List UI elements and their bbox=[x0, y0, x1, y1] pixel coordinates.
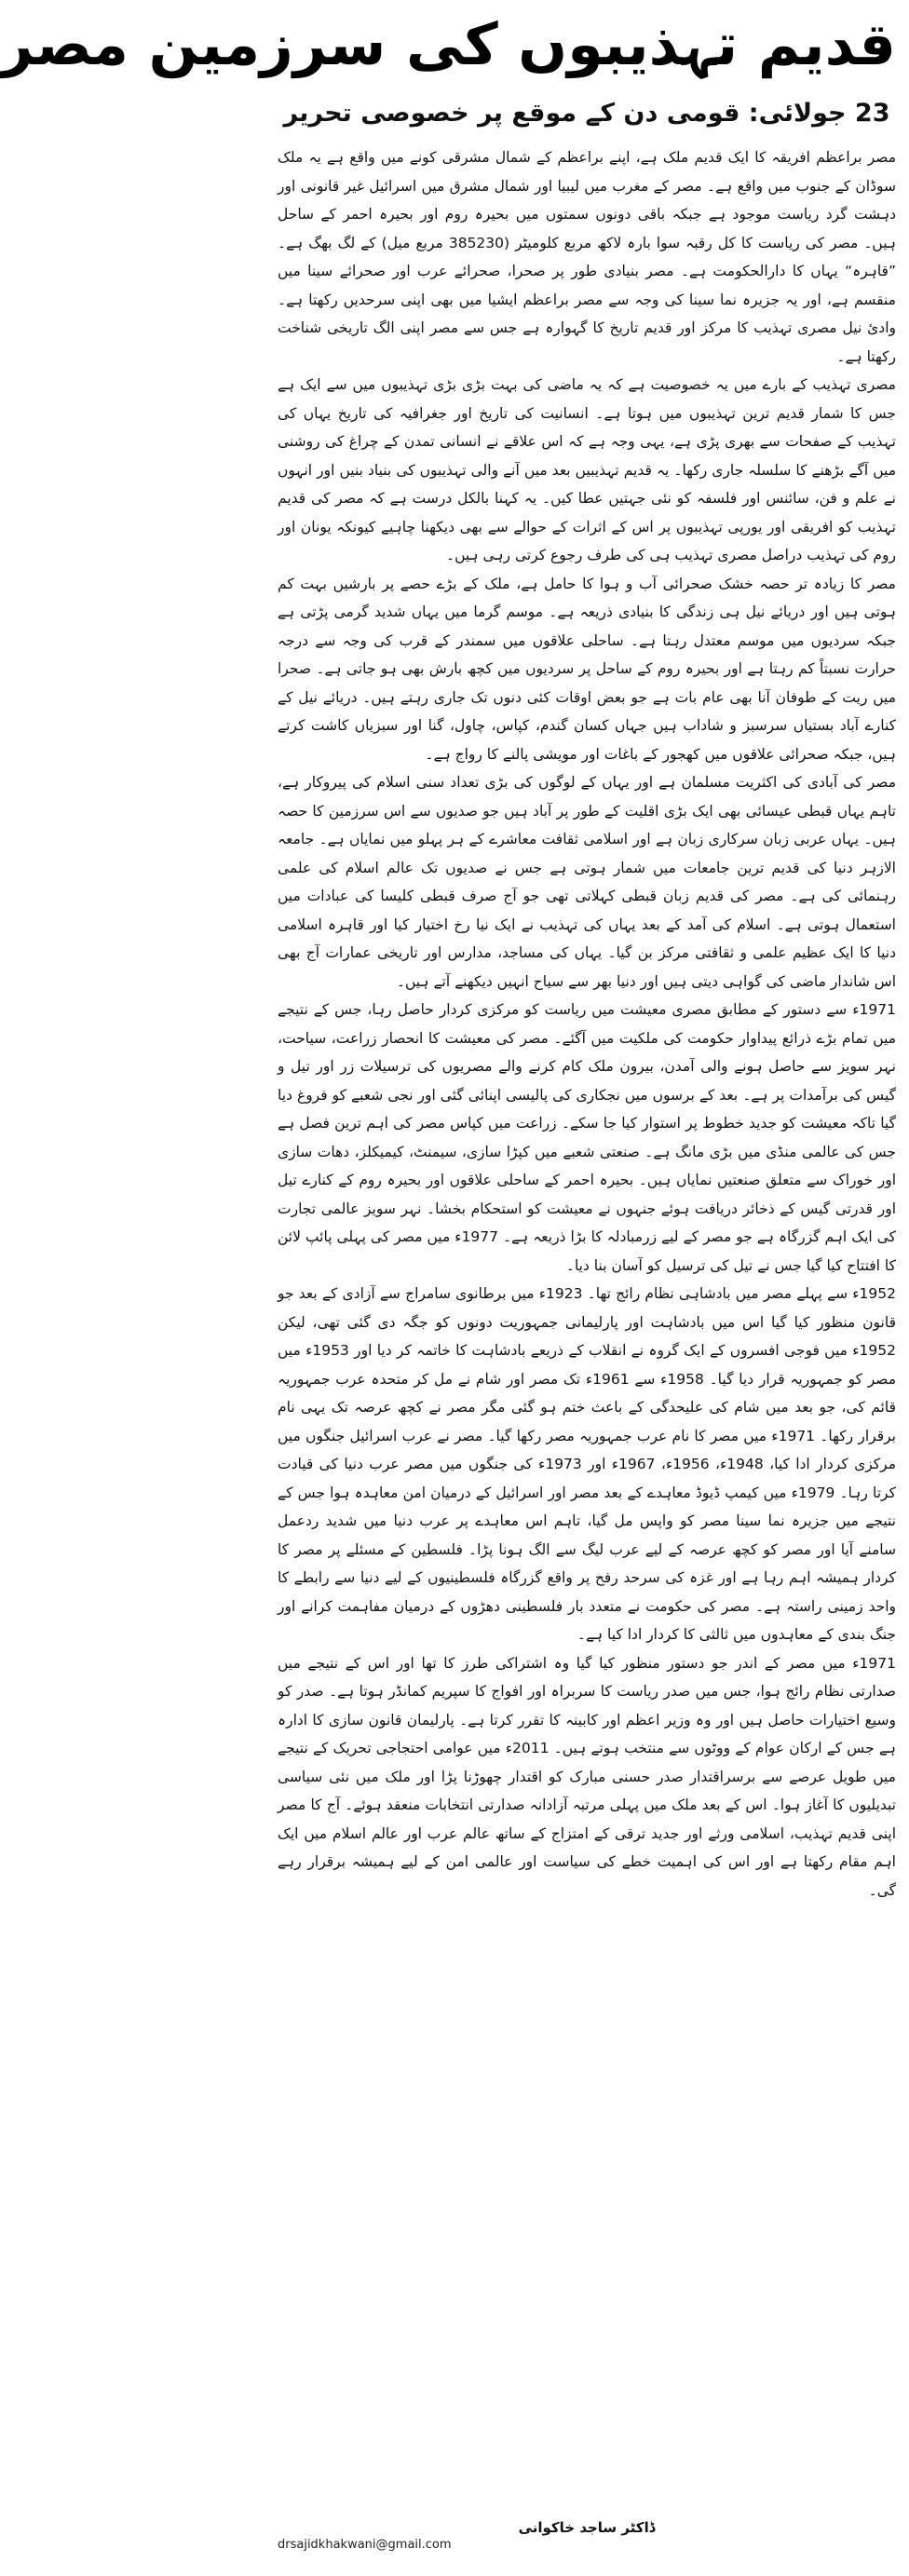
article-paragraph: 1971ء سے دستور کے مطابق مصری معیشت میں ریاست کو مرکزی کردار حاصل رہا، جس کے نتیجے میں تمام بڑے ذرائع پیداوار حکومت کی ملکیت میں آگئے۔ مصر کی معیشت کا انحصار زراعت، سیاحت، نہر سویز سے حاصل ہونے والی آمدن، بیرون ملک کام کرنے والے مصریوں کی ترسیلات زر اور تیل و گیس کی برآمدات پر ہے۔ بعد کے برسوں میں نجکاری کی پالیسی اپنائی گئی اور نجی شعبے کو فروغ دیا گیا تاکہ معیشت کو جدید خطوط پر استوار کیا جا سکے۔ زراعت میں کپاس مصر کی اہم ترین فصل ہے جس کی عالمی منڈی میں بڑی مانگ ہے۔ صنعتی شعبے میں کپڑا سازی، سیمنٹ، کیمیکلز، دھات سازی اور خوراک سے متعلق صنعتیں نمایاں ہیں۔ بحیرہ احمر کے ساحلی علاقوں اور بحیرہ روم کے کنارے تیل اور قدرتی گیس کے ذخائر دریافت ہوئے جنہوں نے معیشت کو استحکام بخشا۔ نہر سویز عالمی تجارت کی ایک اہم گزرگاہ ہے جو مصر کے لیے زرمبادلہ کا بڑا ذریعہ ہے۔ 1977ء میں مصر کی پہلی پائپ لائن کا افتتاح کیا گیا جس نے تیل کی ترسیل کو آسان بنا دیا۔ bbox=[278, 1001, 896, 1274]
article-paragraph: مصری تہذیب کے بارے میں یہ خصوصیت ہے کہ یہ ماضی کی بہت بڑی بڑی تہذیبوں میں سے ایک ہے جس کا شمار قدیم ترین تہذیبوں میں ہوتا ہے۔ انسانیت کی تاریخ اور جغرافیہ کی تاریخ یہاں کی تہذیب کے صفحات سے بھری پڑی ہے، یہی وجہ ہے کہ اس علاقے نے انسانی تمدن کے چراغ کی روشنی میں آگے بڑھنے کا سلسلہ جاری رکھا۔ یہ قدیم تہذیبیں بعد میں آنے والی تہذیبوں کی بنیاد بنیں اور انہوں نے علم و فن، سائنس اور فلسفہ کو نئی جہتیں عطا کیں۔ یہ کہنا بالکل درست ہے کہ مصر کی قدیم تہذیب کو افریقی اور یورپی تہذیبوں پر اس کے اثرات کے حوالے سے بھی دیکھنا چاہیے کیونکہ یونان اور روم کی تہذیب دراصل مصری تہذیب ہی کی طرف رجوع کرتی رہی ہیں۔ bbox=[278, 376, 896, 563]
article-headline: قدیم تہذیبوں کی سرزمین مصر bbox=[0, 10, 896, 78]
article-subheadline: 23 جولائی: قومی دن کے موقع پر خصوصی تحریر bbox=[283, 99, 890, 128]
article-paragraph: مصر براعظم افریقہ کا ایک قدیم ملک ہے، اپنے براعظم کے شمال مشرقی کونے میں واقع ہے یہ ملک سوڈان کے جنوب میں واقع ہے۔ مصر کے مغرب میں لیبیا اور شمال مشرق میں اسرائیل غیر قانونی اور دہشت گرد ریاست موجود ہے جبکہ باقی دونوں سمتوں میں بحیرہ روم اور بحیرہ احمر کے ساحل ہیں۔ مصر کی ریاست کا کل رقبہ سوا بارہ لاکھ مربع کلومیٹر (385230 مربع میل) کے لگ بھگ ہے۔ ”قاہرہ“ یہاں کا دارالحکومت ہے۔ مصر بنیادی طور پر صحرا، صحرائے عرب اور صحرائے سینا میں منقسم ہے، اور یہ جزیرہ نما سینا کی وجہ سے مصر براعظم ایشیا میں بھی اپنی سرحدیں رکھتا ہے۔ وادیٔ نیل مصری تہذیب کا مرکز اور قدیم تاریخ کا گہوارہ ہے جس سے مصر اپنی الگ تاریخی شناخت رکھتا ہے۔ bbox=[278, 149, 896, 365]
article-paragraph: مصر کا زیادہ تر حصہ خشک صحرائی آب و ہوا کا حامل ہے، ملک کے بڑے حصے پر بارشیں بہت کم ہوتی ہیں اور دریائے نیل ہی زندگی کا بنیادی ذریعہ ہے۔ موسم گرما میں یہاں شدید گرمی پڑتی ہے جبکہ سردیوں میں موسم معتدل رہتا ہے۔ ساحلی علاقوں میں سمندر کے قرب کی وجہ سے درجہ حرارت نسبتاً کم رہتا ہے اور بحیرہ روم کے ساحل پر سردیوں میں کچھ بارش بھی ہو جاتی ہے۔ صحرا میں ریت کے طوفان آنا بھی عام بات ہے جو بعض اوقات کئی دنوں تک جاری رہتے ہیں۔ دریائے نیل کے کنارے آباد بستیاں سرسبز و شاداب ہیں جہاں کسان گندم، کپاس، چاول، گنا اور سبزیاں کاشت کرتے ہیں، جبکہ صحرائی علاقوں میں کھجور کے باغات اور مویشی پالنے کا رواج ہے۔ bbox=[278, 575, 896, 763]
article-body bbox=[278, 143, 896, 2518]
article-paragraph: 1952ء سے پہلے مصر میں بادشاہی نظام رائج تھا۔ 1923ء میں برطانوی سامراج سے آزادی کے بعد جو قانون منظور کیا گیا اس میں بادشاہت اور پارلیمانی جمہوریت دونوں کو جگہ دی گئی تھی، لیکن 1952ء میں فوجی افسروں کے ایک گروہ نے انقلاب کے ذریعے بادشاہت کا خاتمہ کر دیا اور 1953ء میں مصر کو جمہوریہ قرار دیا گیا۔ 1958ء سے 1961ء تک مصر اور شام نے مل کر متحدہ عرب جمہوریہ قائم کی، جو بعد میں شام کی علیحدگی کے باعث ختم ہو گئی مگر مصر نے کچھ عرصہ تک یہی نام برقرار رکھا۔ 1971ء میں مصر کا نام عرب جمہوریہ مصر رکھا گیا۔ مصر نے عرب اسرائیل جنگوں میں مرکزی کردار ادا کیا، 1948ء، 1956ء، 1967ء اور 1973ء کی جنگوں میں مصر عرب دنیا کی قیادت کرتا رہا۔ 1979ء میں کیمپ ڈیوڈ معاہدے کے بعد مصر اور اسرائیل کے درمیان امن معاہدہ ہوا جس کے نتیجے میں جزیرہ نما سینا مصر کو واپس مل گیا، تاہم اس معاہدے پر عرب دنیا میں شدید ردعمل سامنے آیا اور مصر کو کچھ عرصہ کے لیے عرب لیگ سے الگ ہونا پڑا۔ فلسطین کے مسئلے پر مصر کا کردار ہمیشہ اہم رہا ہے اور غزہ کی سرحد رفح پر واقع گزرگاہ فلسطینیوں کے لیے دنیا سے رابطے کا واحد زمینی راستہ ہے۔ مصر کی حکومت نے متعدد بار فلسطینی دھڑوں کے درمیان مفاہمت کرانے اور جنگ بندی کے معاہدوں میں ثالثی کا کردار ادا کیا ہے۔ bbox=[278, 1285, 897, 1643]
article-footer bbox=[278, 2518, 896, 2556]
article-paragraph: 1971ء میں مصر کے اندر جو دستور منظور کیا گیا وہ اشتراکی طرز کا تھا اور اس کے نتیجے میں صدارتی نظام رائج ہوا، جس میں صدر ریاست کا سربراہ اور افواج کا سپریم کمانڈر ہوتا ہے۔ صدر کو وسیع اختیارات حاصل ہیں اور وہ وزیر اعظم اور کابینہ کا تقرر کرتا ہے۔ پارلیمان قانون سازی کا ادارہ ہے جس کے ارکان عوام کے ووٹوں سے منتخب ہوتے ہیں۔ 2011ء میں عوامی احتجاجی تحریک کے نتیجے میں طویل عرصے سے برسراقتدار صدر حسنی مبارک کو اقتدار چھوڑنا پڑا اور ملک میں نئی سیاسی تبدیلیوں کا آغاز ہوا۔ اس کے بعد ملک میں پہلی مرتبہ آزادانہ صدارتی انتخابات منعقد ہوئے۔ آج کا مصر اپنی قدیم تہذیب، اسلامی ورثے اور جدید ترقی کے امتزاج کے ساتھ عالم عرب اور عالم اسلام میں ایک اہم مقام رکھتا ہے اور اس کی اہمیت خطے کی سیاست اور عالمی امن کے لیے ہمیشہ برقرار رہے گی۔ bbox=[278, 1654, 896, 1899]
article-paragraph: مصر کی آبادی کی اکثریت مسلمان ہے اور یہاں کے لوگوں کی بڑی تعداد سنی اسلام کی پیروکار ہے، تاہم یہاں قبطی عیسائی بھی ایک بڑی اقلیت کے طور پر آباد ہیں جو صدیوں سے اس سرزمین کا حصہ ہیں۔ یہاں عربی زبان سرکاری زبان ہے اور اسلامی ثقافت معاشرے کے ہر پہلو میں نمایاں ہے۔ جامعہ الازہر دنیا کی قدیم ترین جامعات میں شمار ہوتی ہے جس نے صدیوں تک عالم اسلام کی علمی رہنمائی کی ہے۔ مصر کی قدیم زبان قبطی کہلاتی تھی جو آج صرف قبطی کلیسا کی عبادات میں استعمال ہوتی ہے۔ اسلام کی آمد کے بعد یہاں کی تہذیب نے ایک نیا رخ اختیار کیا اور قاہرہ اسلامی دنیا کا ایک عظیم علمی و ثقافتی مرکز بن گیا۔ یہاں کی مساجد، مدارس اور تاریخی عمارات آج بھی اس شاندار ماضی کی گواہی دیتی ہیں اور دنیا بھر سے سیاح انہیں دیکھنے آتے ہیں۔ bbox=[278, 774, 896, 990]
author-name: ڈاکٹر ساجد خاکوانی bbox=[518, 2519, 656, 2536]
author-email: drsajidkhakwani@gmail.com bbox=[278, 2538, 452, 2552]
